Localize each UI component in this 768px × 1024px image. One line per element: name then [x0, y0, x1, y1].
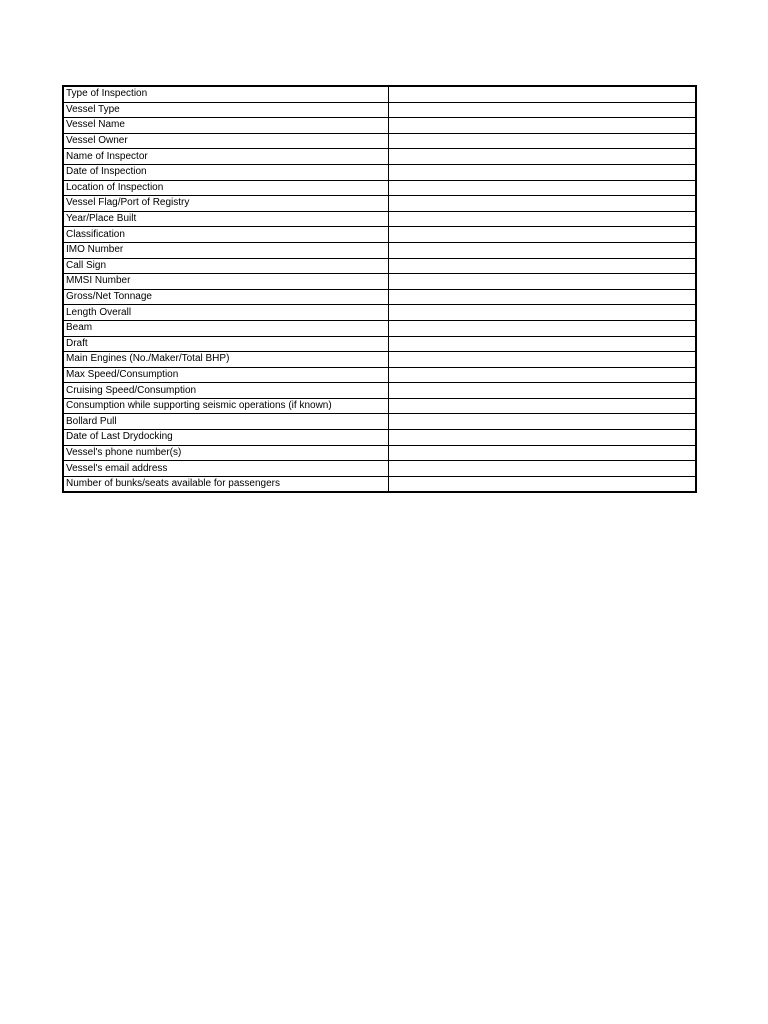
field-value-cell[interactable] — [388, 164, 696, 180]
field-value-cell[interactable] — [388, 398, 696, 414]
field-label: Draft — [63, 336, 388, 352]
field-value-cell[interactable] — [388, 320, 696, 336]
field-label: MMSI Number — [63, 274, 388, 290]
table-row — [63, 414, 696, 430]
field-label: IMO Number — [63, 242, 388, 258]
field-label: Cruising Speed/Consumption — [63, 383, 388, 399]
table-row — [63, 383, 696, 399]
field-value-cell[interactable] — [388, 274, 696, 290]
field-label: Vessel Flag/Port of Registry — [63, 196, 388, 212]
table-row — [63, 211, 696, 227]
table-row — [63, 320, 696, 336]
field-value-cell[interactable] — [388, 352, 696, 368]
table-row — [63, 118, 696, 134]
field-label: Bollard Pull — [63, 414, 388, 430]
field-value-cell[interactable] — [388, 430, 696, 446]
field-value-cell[interactable] — [388, 258, 696, 274]
table-row — [63, 149, 696, 165]
table-row — [63, 476, 696, 492]
table-row — [63, 336, 696, 352]
field-label: Consumption while supporting seismic operations (if known) — [63, 398, 388, 414]
table-row — [63, 180, 696, 196]
field-label: Type of Inspection — [63, 86, 388, 102]
table-row — [63, 445, 696, 461]
field-value-cell[interactable] — [388, 476, 696, 492]
table-row — [63, 258, 696, 274]
field-label: Vessel Name — [63, 118, 388, 134]
table-row — [63, 102, 696, 118]
field-value-cell[interactable] — [388, 86, 696, 102]
field-label: Call Sign — [63, 258, 388, 274]
table-row — [63, 227, 696, 243]
table-row — [63, 289, 696, 305]
table-row — [63, 430, 696, 446]
field-label: Year/Place Built — [63, 211, 388, 227]
table-row — [63, 305, 696, 321]
table-row — [63, 352, 696, 368]
field-label: Max Speed/Consumption — [63, 367, 388, 383]
field-label: Vessel Type — [63, 102, 388, 118]
field-label: Number of bunks/seats available for passengers — [63, 476, 388, 492]
table-row — [63, 196, 696, 212]
field-value-cell[interactable] — [388, 196, 696, 212]
field-value-cell[interactable] — [388, 414, 696, 430]
field-value-cell[interactable] — [388, 305, 696, 321]
table-row — [63, 367, 696, 383]
field-label: Gross/Net Tonnage — [63, 289, 388, 305]
field-value-cell[interactable] — [388, 118, 696, 134]
field-value-cell[interactable] — [388, 445, 696, 461]
field-value-cell[interactable] — [388, 336, 696, 352]
field-label: Beam — [63, 320, 388, 336]
table-row — [63, 133, 696, 149]
field-label: Classification — [63, 227, 388, 243]
inspection-table-body — [63, 86, 696, 492]
field-value-cell[interactable] — [388, 227, 696, 243]
field-label: Date of Last Drydocking — [63, 430, 388, 446]
table-row — [63, 461, 696, 477]
field-value-cell[interactable] — [388, 180, 696, 196]
field-label: Vessel Owner — [63, 133, 388, 149]
field-label: Length Overall — [63, 305, 388, 321]
field-value-cell[interactable] — [388, 149, 696, 165]
vessel-inspection-table — [62, 85, 697, 493]
table-row — [63, 398, 696, 414]
field-value-cell[interactable] — [388, 383, 696, 399]
field-label: Main Engines (No./Maker/Total BHP) — [63, 352, 388, 368]
table-row — [63, 164, 696, 180]
field-value-cell[interactable] — [388, 211, 696, 227]
table-row — [63, 242, 696, 258]
field-value-cell[interactable] — [388, 367, 696, 383]
field-label: Date of Inspection — [63, 164, 388, 180]
field-label: Name of Inspector — [63, 149, 388, 165]
field-label: Location of Inspection — [63, 180, 388, 196]
field-value-cell[interactable] — [388, 461, 696, 477]
table-row — [63, 86, 696, 102]
table-row — [63, 274, 696, 290]
field-value-cell[interactable] — [388, 289, 696, 305]
field-value-cell[interactable] — [388, 242, 696, 258]
vessel-inspection-sheet — [62, 85, 695, 493]
field-label: Vessel's email address — [63, 461, 388, 477]
field-label: Vessel's phone number(s) — [63, 445, 388, 461]
field-value-cell[interactable] — [388, 133, 696, 149]
field-value-cell[interactable] — [388, 102, 696, 118]
